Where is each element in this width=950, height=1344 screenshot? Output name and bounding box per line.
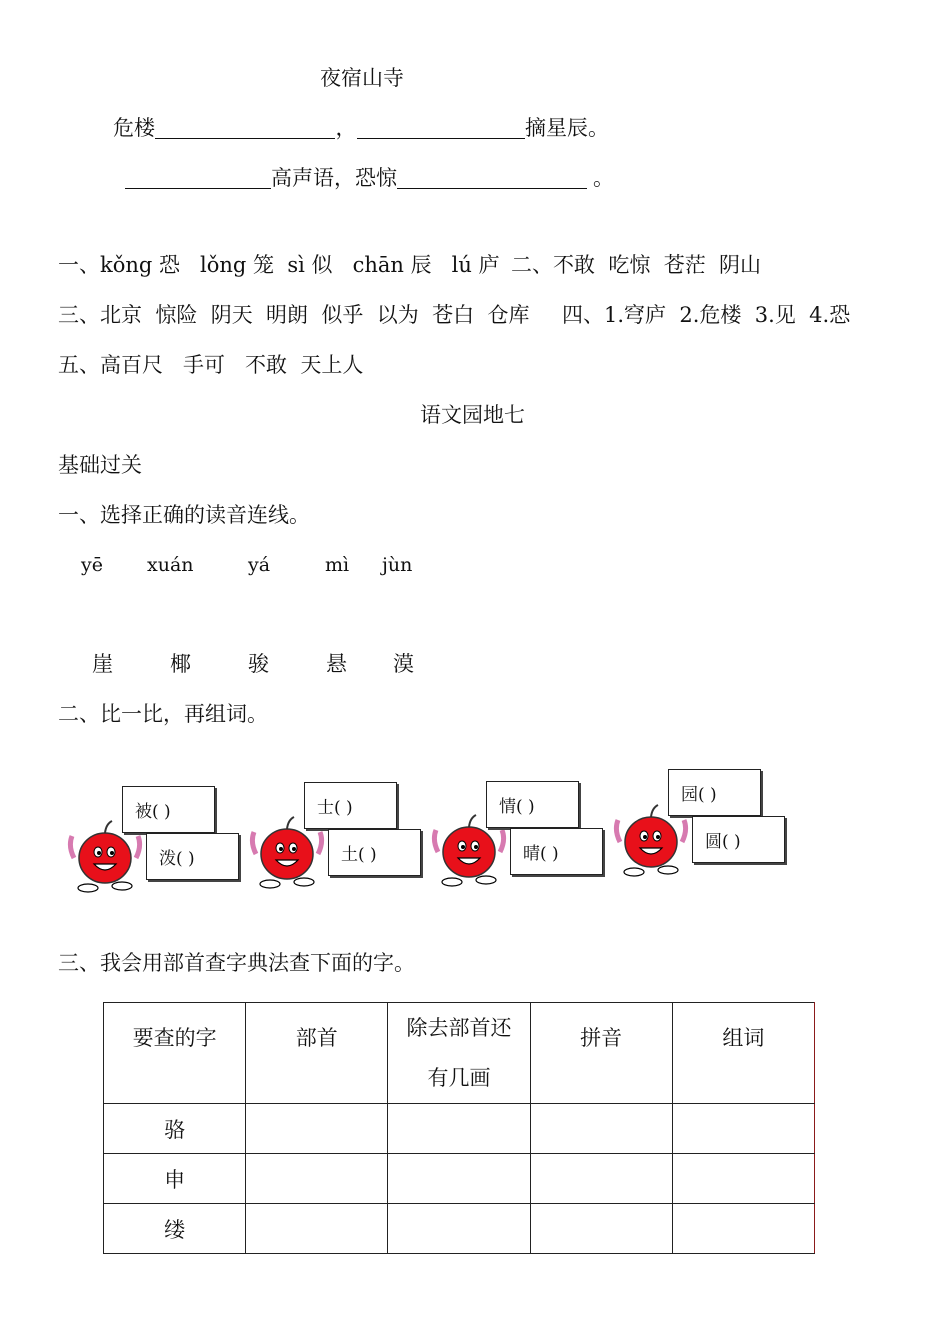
- cell-strokes[interactable]: [388, 1204, 530, 1254]
- row-char: 缕: [104, 1204, 246, 1254]
- compare-box-1-top[interactable]: 被( ): [122, 786, 215, 833]
- pinyin-4[interactable]: mì: [325, 554, 350, 576]
- poem-line1-end: 摘星辰。: [525, 116, 609, 140]
- table-row: [104, 1204, 815, 1254]
- cell-pinyin[interactable]: [530, 1204, 672, 1254]
- cell-radical[interactable]: [246, 1154, 388, 1204]
- cell-words[interactable]: [672, 1154, 814, 1204]
- section-subtitle: 基础过关: [58, 453, 142, 477]
- question-2: 二、比一比，再组词。: [58, 702, 268, 726]
- char-5[interactable]: 漠: [393, 652, 414, 676]
- table-row: [104, 1154, 815, 1204]
- header-pinyin: 拼音: [530, 1003, 672, 1104]
- compare-box-1-bottom[interactable]: 泼( ): [146, 833, 239, 880]
- cell-pinyin[interactable]: [530, 1154, 672, 1204]
- char-1[interactable]: 崖: [92, 652, 113, 676]
- answers-row-1-part-1: 一、kǒng 恐 lǒng 笼 sì 似 chān 辰 lú 庐: [58, 253, 500, 277]
- pinyin-2[interactable]: xuán: [147, 554, 194, 576]
- cell-pinyin[interactable]: [530, 1104, 672, 1154]
- blank-1[interactable]: [155, 118, 335, 139]
- row-char: 骆: [104, 1104, 246, 1154]
- answers-row-2-part-2: 四、1.穹庐 2.危楼 3.见 4.恐: [562, 303, 851, 327]
- compare-box-2-top[interactable]: 士( ): [304, 782, 397, 829]
- cell-radical[interactable]: [246, 1104, 388, 1154]
- cell-strokes[interactable]: [388, 1154, 530, 1204]
- compare-box-2-bottom[interactable]: 土( ): [328, 829, 421, 876]
- question-1: 一、选择正确的读音连线。: [58, 503, 310, 527]
- answers-row-3: 五、高百尺 手可 不敢 天上人: [58, 353, 364, 377]
- table-row: [104, 1104, 815, 1154]
- blank-3[interactable]: [125, 168, 271, 189]
- compare-box-4-top[interactable]: 园( ): [668, 769, 761, 816]
- header-char: 要查的字: [104, 1003, 246, 1104]
- header-radical: 部首: [246, 1003, 388, 1104]
- header-strokes-line-1: 除去部首还: [406, 1016, 512, 1040]
- header-words: 组词: [672, 1003, 814, 1104]
- char-4[interactable]: 悬: [326, 652, 347, 676]
- pinyin-1[interactable]: yē: [81, 554, 103, 576]
- poem-line2-mid: 高声语，恐惊: [271, 166, 397, 190]
- radical-lookup-table: [103, 1002, 815, 1254]
- poem-line2-end: 。: [593, 166, 614, 190]
- poem-title: 夜宿山寺: [320, 66, 404, 90]
- blank-4[interactable]: [397, 168, 587, 189]
- header-strokes-line-2: 有几画: [427, 1066, 491, 1090]
- section-title: 语文园地七: [420, 403, 525, 427]
- compare-box-3-bottom[interactable]: 晴( ): [510, 828, 603, 875]
- poem-line-1: [113, 118, 609, 139]
- table-header-row: [104, 1003, 815, 1104]
- cell-words[interactable]: [672, 1204, 814, 1254]
- cell-words[interactable]: [672, 1104, 814, 1154]
- poem-line-2: [125, 168, 614, 189]
- poem-line1-start: 危楼: [113, 116, 155, 140]
- char-3[interactable]: 骏: [248, 652, 269, 676]
- compare-box-4-bottom[interactable]: 圆( ): [692, 816, 785, 863]
- answers-row-1-part-2: 二、不敢 吃惊 苍茫 阴山: [511, 253, 762, 277]
- answers-row-2-part-1: 三、北京 惊险 阴天 明朗 似乎 以为 苍白 仓库: [58, 303, 530, 327]
- char-2[interactable]: 椰: [170, 652, 191, 676]
- pinyin-5[interactable]: jùn: [382, 554, 413, 576]
- poem-line1-comma: ，: [335, 116, 357, 140]
- question-3: 三、我会用部首查字典法查下面的字。: [58, 951, 415, 975]
- pinyin-3[interactable]: yá: [248, 554, 271, 576]
- row-char: 申: [104, 1154, 246, 1204]
- compare-box-3-top[interactable]: 情( ): [486, 781, 579, 828]
- header-strokes: [388, 1003, 530, 1104]
- cell-radical[interactable]: [246, 1204, 388, 1254]
- blank-2[interactable]: [357, 118, 525, 139]
- cell-strokes[interactable]: [388, 1104, 530, 1154]
